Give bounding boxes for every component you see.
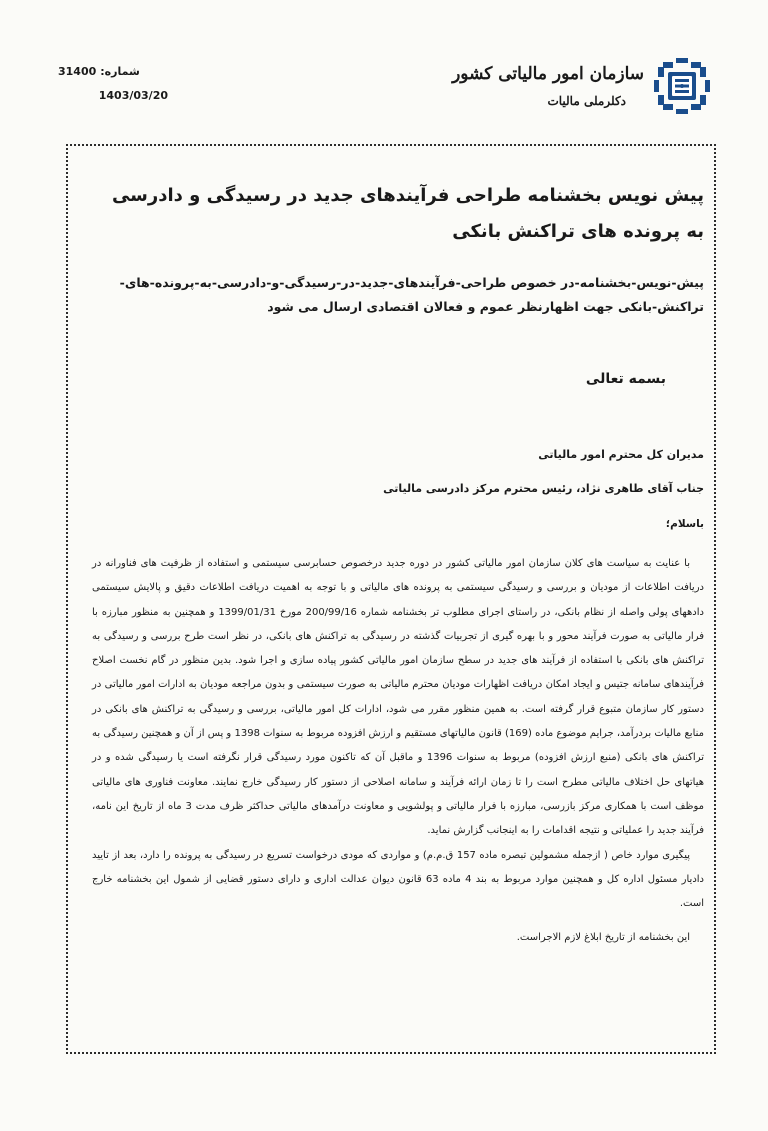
letter-number: 31400 bbox=[58, 65, 97, 78]
letter-body bbox=[92, 552, 704, 951]
letter-number-label: شماره: bbox=[100, 65, 140, 78]
org-logo bbox=[452, 58, 710, 128]
addressee-line-2: جناب آقای طاهری نژاد، رئیس محترم مرکز دادرسی مالیاتی bbox=[383, 482, 704, 495]
body-paragraph-2: پیگیری موارد خاص ( ازجمله مشمولین تبصره ماده 157 ق.م.م) و مواردی که مودی درخواست تسریع در رسیدگی به پرونده را دارد، بعد از تایید دادیار مسئول اداره کل و همچنین موارد مربوط به بند 4 ماده 63 قانون دیوان عدالت اداری و دارای دستور قضایی از شمول این بخشنامه خارج است. bbox=[92, 849, 705, 910]
greeting: باسلام؛ bbox=[665, 518, 704, 530]
basmala: بسمه تعالی bbox=[585, 371, 666, 387]
org-subtitle: دکلرملی مالیات bbox=[547, 94, 626, 108]
body-paragraph-3: این بخشنامه از تاریخ ابلاغ لازم الاجراست. bbox=[516, 932, 690, 944]
letter-date-row bbox=[58, 84, 168, 108]
tax-organization-emblem-icon bbox=[654, 58, 710, 114]
addressee-line-1: مدیران کل محترم امور مالیاتی bbox=[538, 448, 704, 461]
letter-meta bbox=[58, 60, 168, 108]
org-name: سازمان امور مالیاتی کشور bbox=[452, 64, 644, 84]
letter-number-row bbox=[58, 60, 168, 84]
body-paragraph-1: با عنایت به سیاست های کلان سازمان امور مالیاتی کشور در دوره جدید درخصوص حسابرسی سیستمی و استفاده از ظرفیت های فناورانه در دریافت اطلاعات از مودیان و بررسی و رسیدگی سیستمی به پرونده های مالیاتی و با توجه به اهمیت دریافت اطلاعات دقیق و پالایش سیستمی دادههای پولی واصله از نظام بانکی، در راستای اجرای مطلوب تر بخشنامه شماره 200/99/16 مورخ 1399/01/31 و همچنین به منظور مبارزه با فرار مالیاتی به صورت فرآیند محور و با بهره گیری از تجربیات گذشته در رسیدگی به تراکنش های بانکی، در نظر است طرح بررسی و رسیدگی به تراکنش های بانکی با استفاده از فرآیند های جدید در سطح سازمان امور مالیاتی کشور پیاده سازی و اجرا شود. بدین منظور در گام نخست اصلاح فرآیندهای سامانه جتیس و ایجاد امکان دریافت اظهارات مودیان محترم مالیاتی به صورت سیستمی و بدون مراجعه مودیان به ادارات امور مالیاتی در دستور کار سازمان متبوع قرار گرفته است. به همین منظور مقرر می شود، ادارات کل امور مالیاتی، بررسی و رسیدگی به تراکنش های بانکی در منابع مالیات بردرآمد، جرایم موضوع ماده (169) قانون مالیاتهای مستقیم و ارزش افزوده مربوط به سنوات 1398 و پس از آن و همچنین رسیدگی به تراکنش های بانکی (منبع ارزش افزوده) مربوط به سنوات 1396 و ماقبل آن که تاکنون مورد رسیدگی قرار نگرفته است یا رسیدگی شده و در هیاتهای حل اختلاف مالیاتی مطرح است را تا زمان ارائه فرآیند و سامانه اصلاحی از دستور کار رسیدگی خارج نمایند. معاونت فناوری های مالیاتی موظف است با همکاری مرکز بازرسی، مبارزه با فرار مالیاتی و پولشویی و معاونت درآمدهای مالیاتی حداکثر ظرف مدت 3 ماه از تاریخ این نامه، فرآیند جدید را عملیاتی و نتیجه اقدامات را به اینجانب گزارش نماید. bbox=[92, 558, 705, 837]
letter-date: 1403/03/20 bbox=[98, 89, 168, 102]
document-title: پیش نویس بخشنامه طراحی فرآیندهای جدید در رسیدگی و دادرسی به پرونده های تراکنش بانکی bbox=[111, 185, 704, 242]
document-subtitle: پیش-نویس-بخشنامه-در خصوص طراحی-فرآیندهای-جدید-در-رسیدگی-و-دادرسی-به-پرونده-های-تراکنش-بانکی جهت اظهارنظر عموم و فعالان اقتصادی ارسال می شود bbox=[119, 275, 704, 314]
